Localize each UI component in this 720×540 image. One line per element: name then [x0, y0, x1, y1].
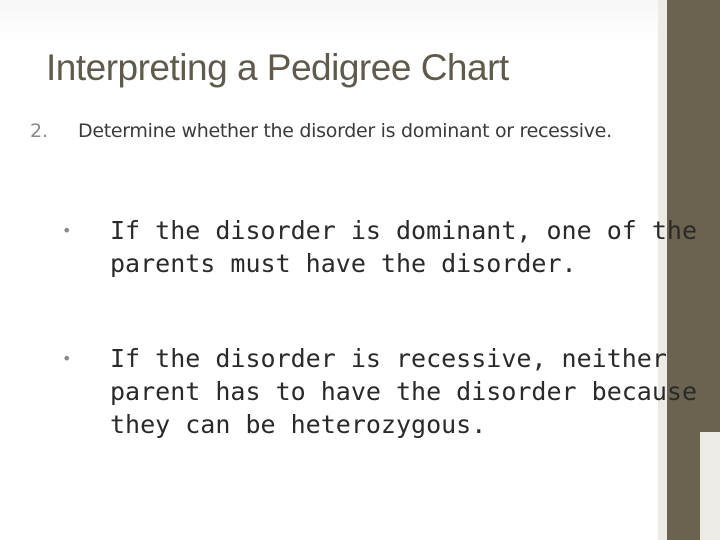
slide-title: Interpreting a Pedigree Chart: [46, 47, 509, 88]
item-text: Determine whether the disorder is dominant or recessive.: [78, 120, 612, 142]
bullet-text: If the disorder is dominant, one of the parents must have the disorder.: [110, 216, 697, 278]
bullet-marker: •: [62, 349, 72, 368]
bullet-text: If the disorder is recessive, neither parent has to have the disorder because they can be heterozygous.: [110, 344, 697, 439]
accent-bar-tab: [700, 432, 720, 540]
bullet-marker: •: [62, 221, 72, 240]
item-number: 2.: [30, 120, 49, 142]
